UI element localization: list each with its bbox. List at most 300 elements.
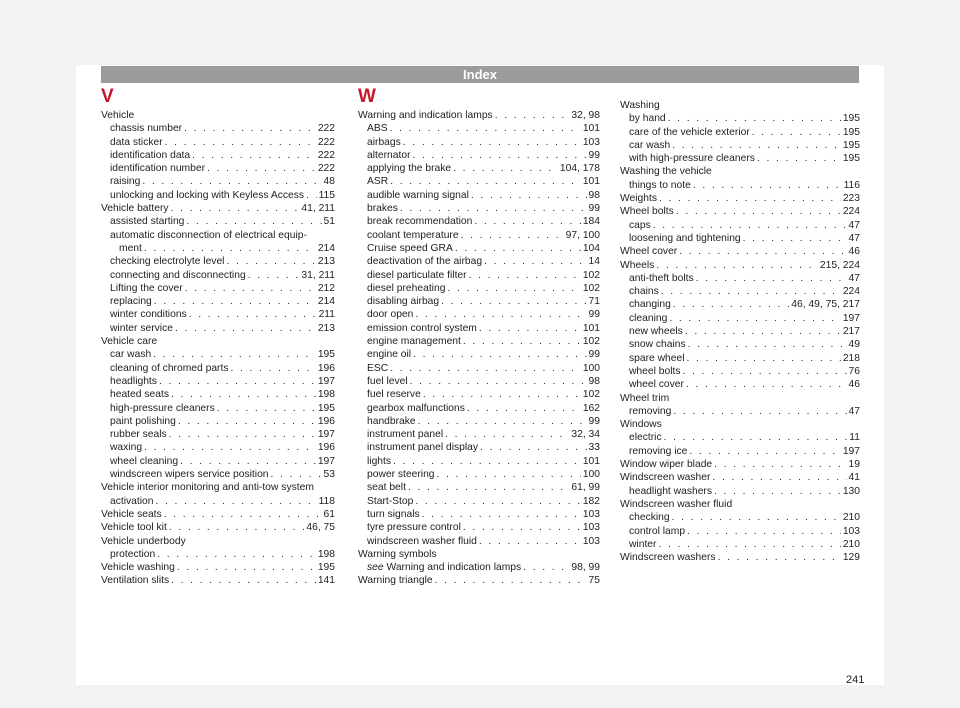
page-reference: 75	[588, 575, 600, 587]
page-reference: 99	[588, 415, 600, 427]
leader-dots	[686, 378, 847, 391]
entry-term: ESC	[367, 362, 389, 374]
index-entry	[358, 229, 600, 242]
page-reference: 103	[842, 525, 860, 537]
leader-dots	[180, 455, 316, 468]
entry-term: Wheel bolts	[620, 206, 674, 218]
entry-term: snow chains	[629, 339, 686, 351]
index-entry	[358, 322, 600, 335]
page-reference: 103	[582, 522, 600, 534]
index-entry	[358, 202, 600, 215]
leader-dots	[752, 126, 841, 139]
page-reference: 196	[317, 362, 335, 374]
page-reference: 47	[848, 272, 860, 284]
leader-dots	[455, 242, 581, 255]
page-reference: 224	[842, 286, 860, 298]
index-entry	[101, 428, 335, 441]
leader-dots	[658, 538, 840, 551]
leader-dots	[171, 202, 300, 215]
page-reference: 224	[842, 206, 860, 218]
page-reference: 217	[842, 326, 860, 338]
index-entry	[620, 485, 860, 498]
leader-dots	[447, 282, 580, 295]
leader-dots	[410, 375, 587, 388]
index-entry	[101, 308, 335, 321]
index-entry	[358, 574, 600, 587]
page-reference: 218	[842, 352, 860, 364]
index-entry	[620, 192, 860, 205]
entry-term: headlights	[110, 375, 157, 387]
index-entry	[101, 455, 335, 468]
index-entry	[358, 282, 600, 295]
index-entry	[358, 136, 600, 149]
entry-term: waxing	[110, 442, 143, 454]
leader-dots	[714, 458, 846, 471]
index-entry	[620, 245, 860, 258]
entry-term: windscreen wipers service position	[110, 469, 269, 481]
page-reference: 195	[842, 113, 860, 125]
page-reference: 195	[317, 349, 335, 361]
page-reference: 32, 98	[571, 110, 600, 121]
entry-term: Cruise speed GRA	[367, 242, 453, 254]
leader-dots	[445, 428, 569, 441]
entry-term: instrument panel	[367, 429, 444, 441]
entry-term: chassis number	[110, 123, 183, 135]
entry-term: ASR	[367, 176, 389, 188]
page-reference: 141	[317, 575, 335, 587]
entry-term: Lifting the cover	[110, 282, 183, 294]
index-entry	[358, 189, 600, 202]
page-reference: 222	[317, 163, 335, 175]
page-reference: 46, 49, 75, 217	[791, 299, 860, 311]
index-entry	[358, 388, 600, 401]
entry-term: connecting and disconnecting	[110, 269, 246, 281]
entry-term: handbrake	[367, 415, 416, 427]
page-reference: 98, 99	[571, 562, 600, 574]
leader-dots	[186, 215, 321, 228]
entry-term: removing ice	[629, 445, 688, 457]
leader-dots	[471, 189, 587, 202]
page-reference: 101	[582, 176, 600, 188]
entry-term: car wash	[629, 139, 671, 151]
index-entry	[101, 375, 335, 388]
entry-term: turn signals	[367, 508, 420, 520]
page-reference: 101	[582, 123, 600, 135]
leader-dots	[437, 468, 581, 481]
index-entry	[620, 538, 860, 551]
entry-term: Wheels	[620, 259, 655, 271]
entry-term: assisted starting	[110, 216, 185, 228]
entry-term: care of the vehicle exterior	[629, 126, 750, 138]
page-reference: 61	[323, 508, 335, 520]
entry-term: engine oil	[367, 349, 412, 361]
page-reference: 115	[318, 189, 335, 201]
entry-term: airbags	[367, 136, 401, 148]
entry-term: Windscreen washer	[620, 472, 711, 484]
entry-term: Wheel cover	[620, 246, 678, 258]
index-entry	[620, 458, 860, 471]
page-reference: 102	[582, 336, 600, 348]
leader-dots	[192, 149, 316, 162]
leader-dots	[413, 348, 586, 361]
leader-dots	[418, 415, 587, 428]
index-entry	[358, 468, 600, 481]
leader-dots	[400, 202, 587, 215]
see-reference: see	[367, 562, 384, 574]
page-reference: 195	[317, 562, 335, 574]
index-entry	[620, 365, 860, 378]
index-entry	[101, 295, 335, 308]
entry-term: diesel particulate filter	[367, 269, 467, 281]
index-entry	[101, 402, 335, 415]
leader-dots	[461, 229, 564, 242]
index-entry	[101, 521, 335, 534]
page-reference: 101	[582, 455, 600, 467]
leader-dots	[672, 511, 841, 524]
page-reference: 46	[848, 379, 860, 391]
page-reference: 198	[317, 548, 335, 560]
entry-term: high-pressure cleaners	[110, 402, 215, 414]
page-reference: 99	[588, 149, 600, 161]
index-heading: Vehicle	[101, 110, 135, 121]
leader-dots	[683, 365, 847, 378]
index-entry	[358, 335, 600, 348]
index-entry	[358, 122, 600, 135]
index-entry	[620, 259, 860, 272]
index-entry	[358, 269, 600, 282]
leader-dots	[467, 402, 581, 415]
index-entry	[620, 471, 860, 484]
leader-dots	[664, 431, 848, 444]
entry-term: power steering	[367, 469, 435, 481]
leader-dots	[685, 325, 841, 338]
entry-term: paint polishing	[110, 415, 176, 427]
leader-dots	[271, 468, 322, 481]
page-reference: 103	[582, 136, 600, 148]
page-reference: 47	[848, 405, 860, 417]
index-entry	[620, 525, 860, 538]
leader-dots	[169, 521, 305, 534]
page-reference: 76	[848, 365, 860, 377]
entry-term: raising	[110, 176, 141, 188]
index-entry	[620, 285, 860, 298]
entry-term: protection	[110, 548, 156, 560]
leader-dots	[687, 525, 841, 538]
page-reference: 222	[317, 149, 335, 161]
leader-dots	[484, 255, 586, 268]
page-reference: 99	[588, 203, 600, 215]
entry-term: diesel preheating	[367, 282, 446, 294]
leader-dots	[408, 481, 569, 494]
index-list	[101, 109, 335, 588]
leader-dots	[390, 362, 581, 375]
entry-term: brakes	[367, 203, 398, 215]
index-entry	[358, 149, 600, 162]
index-entry	[358, 428, 600, 441]
entry-term: seat belt	[367, 482, 406, 494]
entry-term: car wash	[110, 349, 152, 361]
leader-dots	[156, 495, 317, 508]
leader-dots	[441, 295, 586, 308]
entry-term: ABS	[367, 123, 388, 135]
entry-term: wheel cover	[629, 379, 684, 391]
page-reference: 182	[582, 495, 600, 507]
page-number: 241	[846, 674, 865, 686]
index-entry	[101, 322, 335, 335]
leader-dots	[415, 308, 586, 321]
leader-dots	[480, 441, 586, 454]
index-entry	[101, 122, 335, 135]
index-entry	[620, 445, 860, 458]
leader-dots	[673, 298, 789, 311]
page-reference: 53	[323, 469, 335, 481]
index-entry	[101, 348, 335, 361]
page-reference: 100	[582, 469, 600, 481]
page-reference: 197	[317, 455, 335, 467]
index-entry	[620, 405, 860, 418]
page-reference: 41, 211	[301, 203, 335, 215]
page-reference: 184	[582, 216, 600, 228]
page-reference: 49	[848, 339, 860, 351]
index-entry	[101, 255, 335, 268]
index-heading: Washing the vehicle	[620, 166, 712, 178]
index-heading: Wheel trim	[620, 392, 670, 404]
entry-term: ment	[119, 242, 142, 254]
entry-term: audible warning signal	[367, 189, 469, 201]
index-list	[620, 99, 860, 564]
entry-term: Warning triangle	[358, 575, 433, 587]
leader-dots	[757, 152, 841, 165]
page-reference: 222	[317, 123, 335, 135]
entry-term: Vehicle washing	[101, 562, 175, 574]
leader-dots	[679, 245, 846, 258]
leader-dots	[165, 136, 316, 149]
index-entry	[620, 298, 860, 311]
page-reference: 98	[588, 189, 600, 201]
entry-term: alternator	[367, 149, 411, 161]
page-reference: 46	[848, 246, 860, 258]
leader-dots	[248, 269, 300, 282]
page-reference: 48	[323, 176, 335, 188]
leader-dots	[463, 521, 581, 534]
leader-dots	[696, 272, 847, 285]
index-column-3	[620, 99, 860, 564]
entry-term: cleaning of chromed parts	[110, 362, 229, 374]
page-reference: 212	[317, 282, 335, 294]
page-reference: 47	[848, 232, 860, 244]
entry-term: break recommendation	[367, 216, 473, 228]
page-reference: 71	[588, 296, 600, 308]
page-reference: 214	[317, 242, 335, 254]
page-reference: 198	[317, 389, 335, 401]
page-reference: 103	[582, 535, 600, 547]
index-entry	[620, 179, 860, 192]
leader-dots	[164, 508, 322, 521]
entry-term: Weights	[620, 193, 658, 205]
entry-term: engine management	[367, 336, 461, 348]
entry-term: wheel cleaning	[110, 455, 179, 467]
index-column-2	[358, 83, 600, 588]
index-entry	[620, 312, 860, 325]
index-entry	[101, 508, 335, 521]
index-entry	[620, 126, 860, 139]
page-reference: 210	[842, 538, 860, 550]
leader-dots	[676, 205, 841, 218]
entry-term: loosening and tightening	[629, 232, 741, 244]
entry-term: Vehicle seats	[101, 508, 162, 520]
entry-term: caps	[629, 219, 651, 231]
entry-term: door open	[367, 309, 414, 321]
index-entry	[620, 232, 860, 245]
entry-term: winter service	[110, 322, 173, 334]
index-entry	[358, 362, 600, 375]
entry-term: windscreen washer fluid	[367, 535, 477, 547]
index-heading: Windscreen washer fluid	[620, 498, 733, 510]
leader-dots	[714, 485, 841, 498]
index-entry	[358, 242, 600, 255]
leader-dots	[669, 312, 840, 325]
page-reference: 162	[582, 402, 600, 414]
leader-dots	[479, 535, 581, 548]
leader-dots	[159, 375, 316, 388]
page-reference: 98	[588, 375, 600, 387]
index-entry	[101, 362, 335, 375]
entry-term: Windscreen washers	[620, 552, 716, 564]
index-entry	[101, 215, 335, 228]
index-heading: Vehicle interior monitoring and anti-tow system	[101, 482, 314, 494]
page-reference: 104	[582, 242, 600, 254]
index-entry	[358, 109, 600, 122]
page-reference: 196	[317, 415, 335, 427]
leader-dots	[718, 551, 841, 564]
index-entry	[101, 136, 335, 149]
index-entry	[620, 511, 860, 524]
index-entry	[101, 269, 335, 282]
index-entry	[101, 468, 335, 481]
leader-dots	[688, 338, 847, 351]
page-reference: 197	[317, 375, 335, 387]
section-letter: V	[101, 86, 114, 107]
index-entry	[358, 348, 600, 361]
index-entry	[358, 455, 600, 468]
index-entry	[358, 508, 600, 521]
section-letter: W	[358, 86, 376, 107]
entry-term: anti-theft bolts	[629, 272, 694, 284]
leader-dots	[469, 269, 581, 282]
index-heading: Windows	[620, 419, 662, 431]
index-entry	[358, 295, 600, 308]
page-reference: 214	[317, 296, 335, 308]
leader-dots	[189, 308, 317, 321]
entry-term: Warning and indication lamps	[358, 110, 493, 121]
page-reference: 196	[317, 442, 335, 454]
page-reference: 197	[317, 429, 335, 441]
entry-term: spare wheel	[629, 352, 685, 364]
index-entry	[101, 162, 335, 175]
index-entry	[101, 561, 335, 574]
index-heading: Vehicle underbody	[101, 535, 186, 547]
leader-dots	[689, 445, 840, 458]
entry-term: instrument panel display	[367, 442, 479, 454]
index-entry	[101, 189, 335, 202]
leader-dots	[463, 335, 581, 348]
index-entry	[620, 112, 860, 125]
entry-term: checking electrolyte level	[110, 256, 225, 268]
index-entry	[620, 139, 860, 152]
entry-term: removing	[629, 405, 672, 417]
index-entry	[101, 282, 335, 295]
leader-dots	[171, 388, 316, 401]
leader-dots	[523, 561, 569, 574]
entry-term: electric	[629, 432, 662, 444]
page-reference: 104, 178	[559, 163, 600, 175]
leader-dots	[653, 219, 847, 232]
leader-dots	[226, 255, 315, 268]
entry-term: things to note	[629, 179, 691, 191]
leader-dots	[659, 192, 841, 205]
index-entry	[101, 175, 335, 188]
entry-term: winter	[629, 538, 657, 550]
leader-dots	[661, 285, 841, 298]
index-entry	[358, 521, 600, 534]
index-entry	[358, 162, 600, 175]
index-entry	[358, 255, 600, 268]
entry-term: control lamp	[629, 525, 686, 537]
leader-dots	[743, 232, 847, 245]
page-reference: 197	[842, 312, 860, 324]
index-entry	[620, 152, 860, 165]
index-entry	[620, 219, 860, 232]
entry-term	[367, 561, 521, 574]
leader-dots	[422, 508, 581, 521]
entry-term: winter conditions	[110, 309, 187, 321]
page-reference: 99	[588, 309, 600, 321]
index-list	[358, 109, 600, 588]
entry-term: Window wiper blade	[620, 459, 713, 471]
leader-dots	[207, 162, 316, 175]
index-entry	[358, 175, 600, 188]
entry-term: replacing	[110, 296, 152, 308]
entry-term: fuel reserve	[367, 389, 421, 401]
leader-dots	[672, 139, 841, 152]
index-entry	[620, 338, 860, 351]
index-entry	[358, 215, 600, 228]
page-reference: 210	[842, 512, 860, 524]
index-entry	[358, 375, 600, 388]
entry-term: changing	[629, 299, 671, 311]
entry-term: lights	[367, 455, 392, 467]
entry-term: Ventilation slits	[101, 575, 170, 587]
leader-dots	[668, 112, 841, 125]
page-reference: 213	[317, 322, 335, 334]
leader-dots	[393, 455, 581, 468]
index-entry	[101, 495, 335, 508]
index-entry	[620, 551, 860, 564]
entry-term: coolant temperature	[367, 229, 459, 241]
leader-dots	[178, 415, 316, 428]
index-entry	[358, 308, 600, 321]
entry-term: emission control system	[367, 322, 477, 334]
index-entry	[620, 352, 860, 365]
entry-term: by hand	[629, 113, 666, 125]
index-entry	[358, 415, 600, 428]
entry-term: rubber seals	[110, 429, 167, 441]
index-entry	[620, 378, 860, 391]
index-entry	[358, 402, 600, 415]
index-entry	[101, 388, 335, 401]
index-entry	[101, 548, 335, 561]
leader-dots	[423, 388, 581, 401]
